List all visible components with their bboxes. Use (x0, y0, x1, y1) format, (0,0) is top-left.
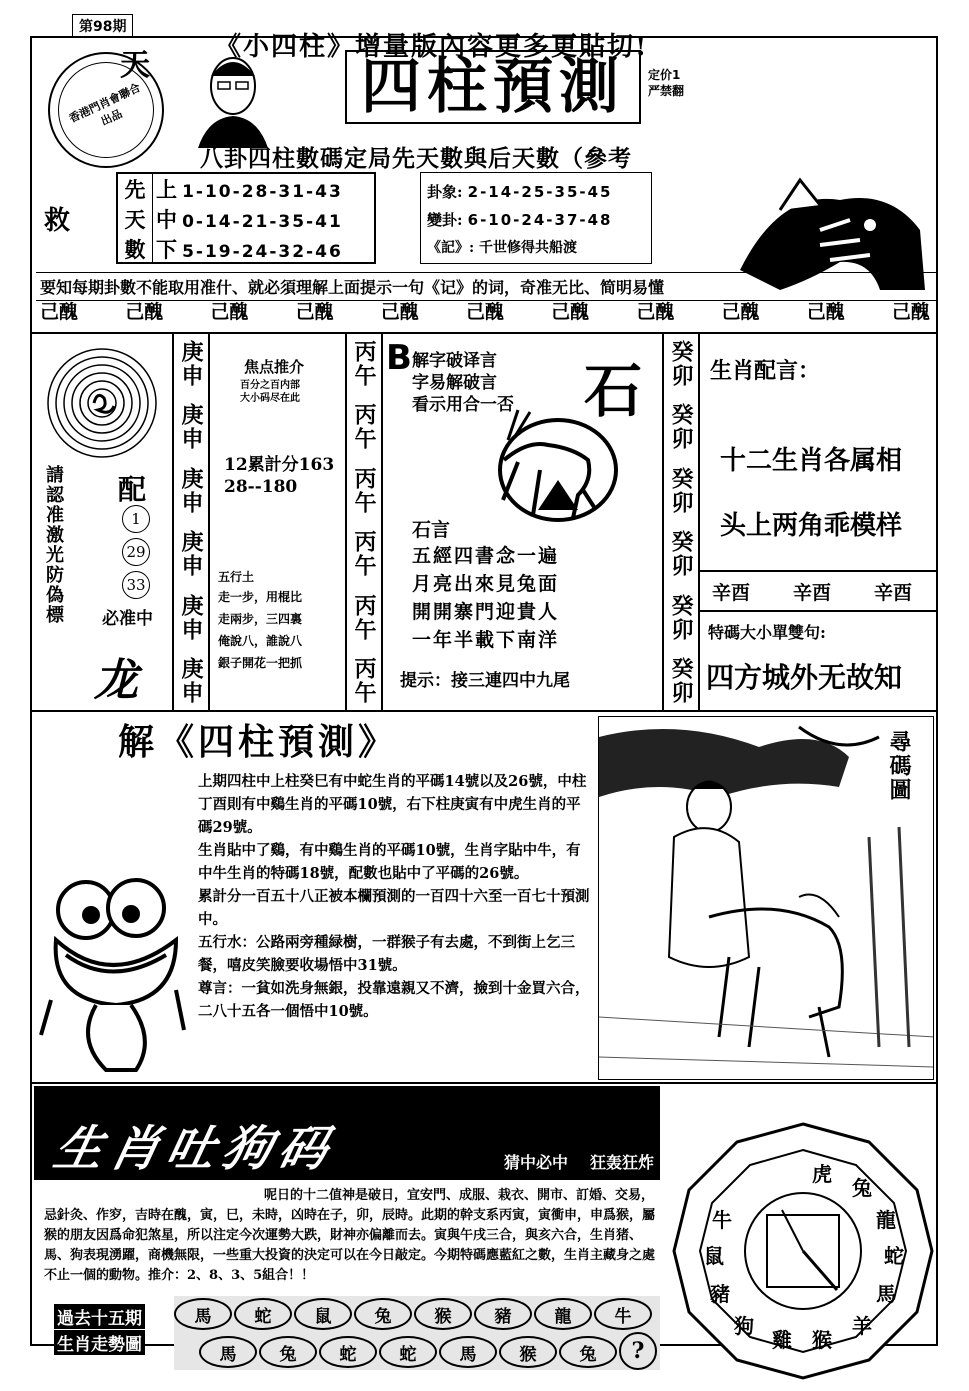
bingwu-cell: 丙午 (351, 530, 377, 579)
jichou-cell: 己醜 (40, 301, 79, 323)
pei-number: 1 (122, 505, 150, 533)
jichou-cell: 己醜 (891, 301, 930, 323)
jichou-cell: 己醜 (465, 301, 504, 323)
stone-line: 字易解破言 (412, 373, 497, 393)
shengxiao-title: 生肖配言： (710, 358, 821, 384)
gengshen-cell: 庚申 (178, 466, 204, 515)
trend-oval: 蛇 (234, 1298, 292, 1330)
xunma-label: 尋碼圖 (882, 728, 917, 804)
trend-oval: 猴 (414, 1298, 472, 1330)
compass-rabbit: 兔 (852, 1176, 872, 1200)
long-char: 龙 (94, 655, 138, 706)
pei-label: 配 (118, 473, 147, 506)
bottom-banner-script: 生肖吐狗码 (49, 1121, 342, 1177)
trend-oval: 馬 (199, 1336, 257, 1368)
guimao-cell: 癸卯 (668, 593, 694, 642)
trend-oval: 蛇 (379, 1336, 437, 1368)
portrait (188, 48, 278, 148)
gua-row: 卦象: 2-14-25-35-45 (427, 182, 613, 201)
price-line-2: 严禁翻 (648, 84, 685, 98)
gengshen-cell: 庚申 (178, 403, 204, 452)
focus-wuxing: 五行土 (218, 570, 255, 584)
jichou-cell: 己醜 (721, 301, 760, 323)
guess-right: 狂轰狂炸 (590, 1153, 655, 1172)
xiantian-row: 下 5-19-24-32-46 (156, 237, 343, 262)
bingwu-cell: 丙午 (351, 466, 377, 515)
compass-monkey: 猴 (812, 1328, 832, 1352)
trend-oval: 猴 (499, 1336, 557, 1368)
trend-oval: 鼠 (294, 1298, 352, 1330)
bingwu-column (347, 340, 381, 705)
trend-oval: 兔 (354, 1298, 412, 1330)
compass-goat: 羊 (852, 1314, 872, 1338)
page-title: 四柱預測 (345, 50, 641, 124)
label-shu: 數 (124, 237, 146, 262)
xiantian-row: 中 0-14-21-35-41 (156, 207, 343, 232)
guimao-cell: 癸卯 (668, 403, 694, 452)
jichou-cell: 己醜 (380, 301, 419, 323)
stone-letter: B (386, 338, 412, 378)
bingwu-cell: 丙午 (351, 593, 377, 642)
guimao-column (664, 340, 698, 705)
verse-line: 五經四書念一遍 (412, 545, 560, 567)
bottom-banner (34, 1086, 660, 1180)
jichou-row (40, 302, 930, 324)
label-xian: 先 (124, 177, 146, 202)
deer-illustration (478, 400, 618, 525)
verse-line: 一年半載下南洋 (412, 629, 560, 651)
tema-label: 特碼大小單雙句: (708, 623, 826, 642)
trend-oval: 蛇 (319, 1336, 377, 1368)
trend-oval: 兔 (559, 1336, 617, 1368)
explain-paragraph: 累計分一百五十八正被本欄預測的一百四十六至一百七十預測中。 (198, 888, 590, 928)
gengshen-column (174, 340, 208, 705)
gua-note: 《記》: 千世修得共船渡 (427, 240, 578, 257)
gengshen-cell: 庚申 (178, 656, 204, 705)
gengshen-cell: 庚申 (178, 593, 204, 642)
explain-paragraph: 上期四柱中上柱癸巳有中蛇生肖的平碼14號以及26號，中柱丁酉則有中鷄生肖的平碼10號，右下柱庚寅有中虎生肖的平碼29號。 (198, 773, 587, 836)
jichou-cell: 己醜 (806, 301, 845, 323)
compass-pig: 豬 (710, 1282, 730, 1306)
jichou-cell: 己醜 (636, 301, 675, 323)
past-trend (34, 1296, 660, 1370)
verse-title: 石言 (412, 519, 451, 541)
jichou-cell: 己醜 (551, 301, 590, 323)
xinyou-row (712, 578, 912, 605)
jichou-cell: 己醜 (125, 301, 164, 323)
past-label1: 過去十五期 (54, 1304, 145, 1329)
trend-oval: 兔 (259, 1336, 317, 1368)
stone-big-char: 石 (584, 357, 643, 425)
frog-mascot (36, 870, 186, 1075)
explain-paragraph: 五行水：公路兩旁種緑樹，一群猴子有去處，不到街上乞三餐，嘻皮笑臉要收場悟中31號。 (198, 934, 575, 974)
past-label2: 生肖走勢圖 (54, 1330, 145, 1355)
side-char: 天 (120, 48, 150, 83)
focus-score2: 28--180 (224, 477, 298, 497)
zodiac-compass (672, 1120, 934, 1382)
focus-line: 走兩步，三四裏 (218, 612, 303, 626)
shengxiao-line1: 十二生肖各属相 (720, 446, 903, 476)
gengshen-cell: 庚申 (178, 340, 204, 388)
top-banner: 《小四柱》增量版內容更多更貼切! (215, 32, 649, 62)
trend-oval: 牛 (594, 1298, 652, 1330)
compass-snake: 蛇 (884, 1244, 904, 1268)
bottom-paragraph: 呢日的十二值神是破日，宜安門、成服、栽衣、開市、訂婚、交易，忌針灸、作穸，吉時在醜，寅，巳，未時，凶時在子，卯，辰時。此期的幹支系丙寅，寅衝申，申爲猴，屬猴的朋友因爲命犯煞星，所以注定今次運勢大跌，財神亦偏離而去。寅與午戌三合，與亥六合，生肖猪、馬、狗表現湧躍，商機無限，一些重大投資的決定可以在今日敲定。今期特碼應藍紅之數，生肖主藏身之處不止一個的動物。推介：2、8、3、5組合！！ (44, 1188, 656, 1283)
pei-number: 33 (122, 571, 150, 599)
explain-paragraph: 生肖貼中了鷄，有中鷄生肖的平碼10號，生肖字貼中牛，有中牛生肖的特碼18號，配數也貼中了平碼的26號。 (198, 842, 581, 882)
price-line-1: 定价1 (648, 68, 681, 82)
jichou-cell: 己醜 (210, 301, 249, 323)
guess-label: 猜中必中 (504, 1153, 569, 1172)
bingwu-cell: 丙午 (351, 340, 377, 388)
laser-label: 請認准激光防偽標 (43, 465, 64, 625)
jichou-cell: 己醜 (295, 301, 334, 323)
explain-title: 解《四柱預測》 (118, 721, 399, 763)
subtitle: 八卦四柱數碼定局先天數與后天數（參考 (200, 145, 632, 172)
gua-table (420, 172, 652, 264)
compass-ox: 牛 (712, 1208, 732, 1232)
explain-paragraph: 尊言：一貧如洗身無銀，投靠遠親又不濟，撿到十金買六合，二八十五各一個悟中10號。 (198, 980, 590, 1020)
guimao-cell: 癸卯 (668, 340, 694, 388)
stone-line: 解字破译言 (412, 351, 497, 371)
focus-title: 焦点推介 (244, 358, 305, 376)
question-oval: ? (619, 1332, 657, 1370)
trend-oval: 馬 (439, 1336, 497, 1368)
issue-number: 第98期 (72, 14, 133, 38)
bingwu-cell: 丙午 (351, 656, 377, 705)
compass-dragon: 龍 (876, 1208, 896, 1232)
gengshen-cell: 庚申 (178, 530, 204, 579)
guimao-cell: 癸卯 (668, 656, 694, 705)
verse-line: 月亮出來見兔面 (412, 573, 560, 595)
verse-line: 開開寨門迎貴人 (412, 601, 560, 623)
notice-line: 要知每期卦數不能取用准什、就必須理解上面提示一句《记》的词，奇准无比、简明易懂 (36, 272, 936, 301)
bingwu-cell: 丙午 (351, 403, 377, 452)
compass-rooster: 雞 (772, 1328, 792, 1352)
stone-hint: 提示：接三連四中九尾 (400, 671, 570, 691)
shengxiao-line2: 头上两角乖模样 (720, 511, 903, 541)
compass-rat: 鼠 (704, 1244, 724, 1268)
compass-tiger: 虎 (812, 1162, 832, 1186)
seal-text: 香港門肖會聯合出品 (67, 81, 143, 129)
bizhun-label: 必准中 (102, 609, 153, 629)
tema-text: 四方城外无故知 (706, 661, 903, 694)
trend-oval: 龍 (534, 1298, 592, 1330)
label-tian: 天 (124, 207, 146, 232)
explain-body (198, 770, 590, 1023)
trend-oval: 馬 (174, 1298, 232, 1330)
compass-dog: 狗 (734, 1314, 754, 1338)
focus-sub2: 大小码尽在此 (240, 393, 300, 404)
focus-line: 俺說八，誰說八 (218, 634, 303, 648)
focus-score1: 12累計分163 (224, 455, 335, 475)
focus-line: 走一步，用棍比 (218, 590, 303, 604)
xinyou-cell: 辛酉 (712, 582, 751, 604)
guimao-cell: 癸卯 (668, 466, 694, 515)
left-vertical-char: 救 (44, 206, 71, 236)
guimao-cell: 癸卯 (668, 530, 694, 579)
spiral-icon (42, 346, 162, 461)
pei-number: 29 (122, 538, 150, 566)
xiantian-table (116, 172, 376, 264)
compass-horse: 馬 (876, 1282, 896, 1306)
focus-sub1: 百分之百内部 (240, 380, 300, 391)
xinyou-cell: 辛酉 (792, 582, 831, 604)
trend-oval: 豬 (474, 1298, 532, 1330)
stone-line: 看示用合一否 (412, 395, 514, 415)
gua-row: 變卦: 6-10-24-37-48 (427, 210, 613, 229)
xinyou-cell: 辛酉 (873, 582, 912, 604)
xiantian-row: 上 1-10-28-31-43 (156, 177, 343, 202)
focus-line: 銀子開花一把抓 (218, 656, 303, 670)
